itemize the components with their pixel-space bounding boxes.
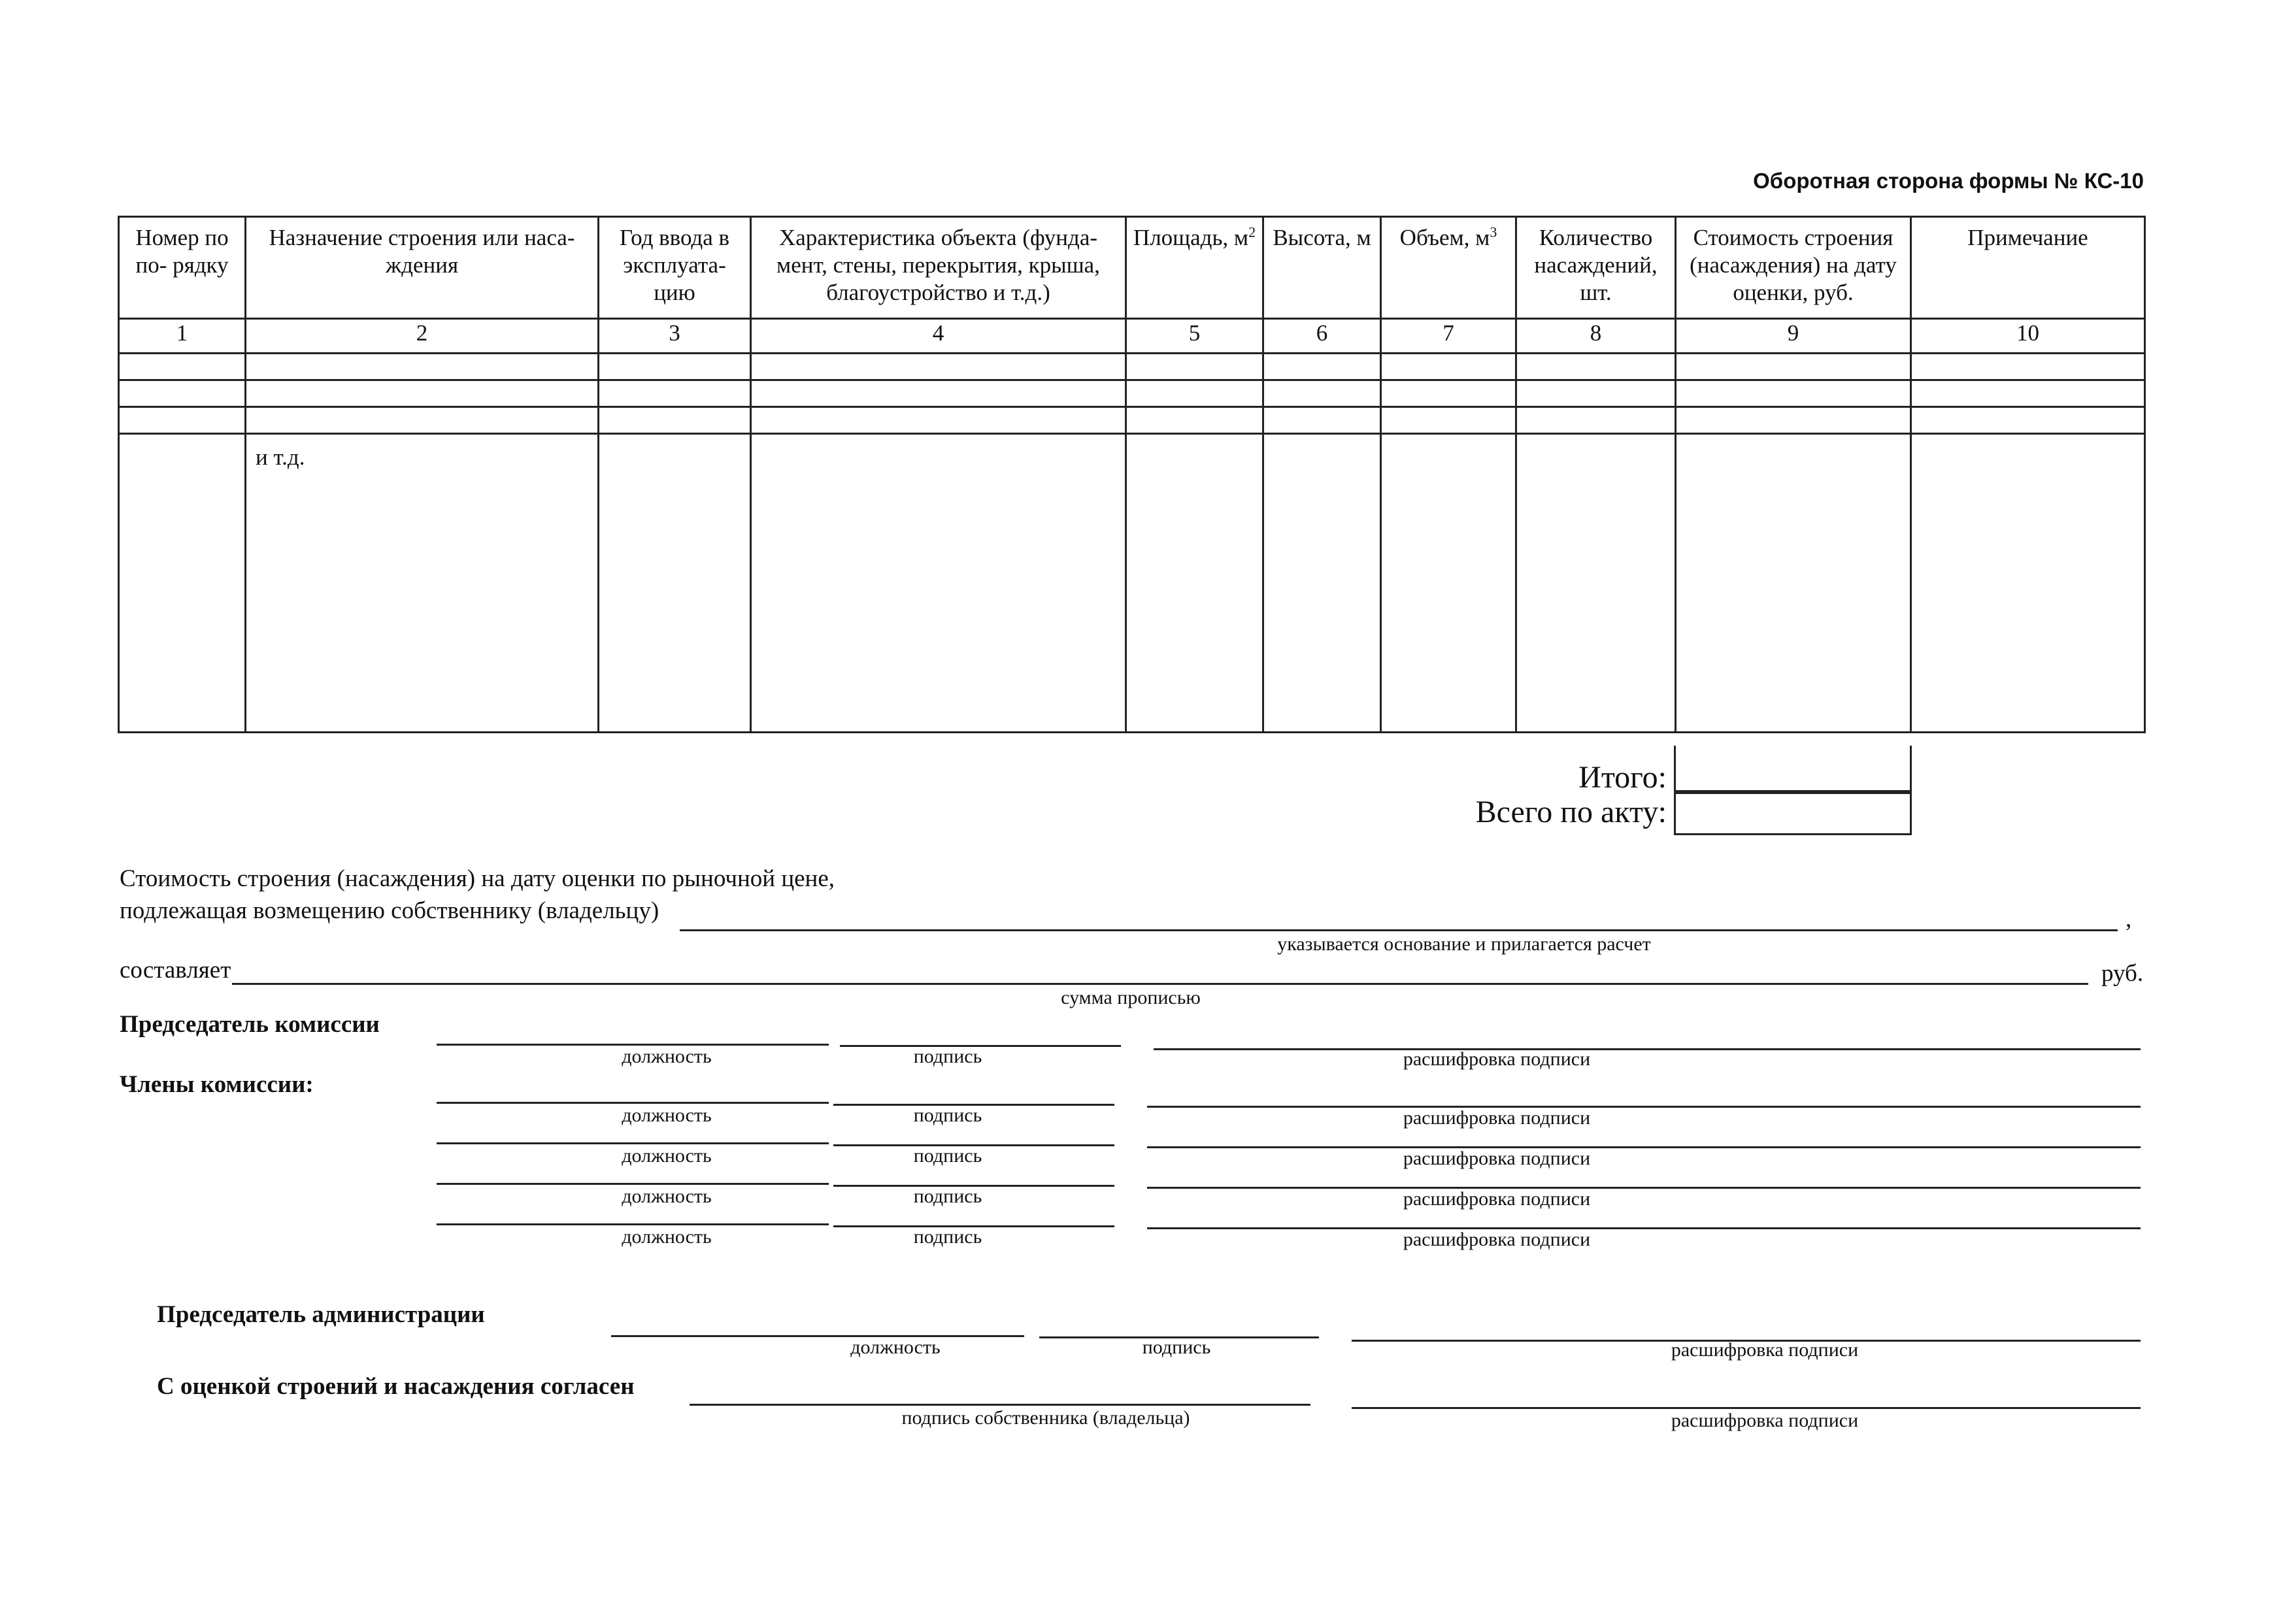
- signature-caption: подпись: [913, 1046, 982, 1067]
- amount-label: составляет: [120, 957, 231, 984]
- table-row: [119, 380, 2145, 407]
- position-caption: должность: [850, 1336, 941, 1358]
- decoding-caption: расшифровка подписи: [1671, 1339, 1859, 1361]
- table-cell[interactable]: [1911, 407, 2145, 434]
- member-position-field[interactable]: [437, 1223, 829, 1225]
- cost-line-1: Стоимость строения (насаждения) на дату оценки по рыночной цене,: [120, 865, 835, 892]
- column-number: 1: [119, 319, 246, 354]
- decoding-caption: расшифровка подписи: [1403, 1148, 1591, 1169]
- owner-signature-caption: подпись собственника (владельца): [901, 1407, 1190, 1429]
- basis-field[interactable]: [680, 929, 2118, 931]
- signature-caption: подпись: [913, 1145, 982, 1167]
- table-cell[interactable]: [1381, 407, 1516, 434]
- header-area: [1126, 217, 1263, 319]
- table-cell[interactable]: [599, 354, 751, 380]
- member-position-field[interactable]: [437, 1102, 829, 1104]
- header-volume-text: Объем, м: [1399, 225, 1490, 250]
- column-number: 10: [1911, 319, 2145, 354]
- table-cell[interactable]: [246, 380, 599, 407]
- table-cell[interactable]: [1676, 407, 1911, 434]
- table-row: [119, 354, 2145, 380]
- table-cell[interactable]: [599, 380, 751, 407]
- table-cell[interactable]: [1516, 407, 1676, 434]
- etc-cell[interactable]: и т.д.: [246, 434, 599, 733]
- table-cell[interactable]: [1381, 434, 1516, 733]
- table-cell[interactable]: [1381, 380, 1516, 407]
- decoding-caption: расшифровка подписи: [1403, 1107, 1591, 1129]
- table-cell[interactable]: [1381, 354, 1516, 380]
- owner-decoding-field[interactable]: [1352, 1407, 2141, 1409]
- table-cell[interactable]: [119, 407, 246, 434]
- column-number: 3: [599, 319, 751, 354]
- table-cell[interactable]: [599, 434, 751, 733]
- table-cell[interactable]: [246, 354, 599, 380]
- chairman-label: Председатель комиссии: [120, 1011, 380, 1038]
- table-cell[interactable]: [119, 434, 246, 733]
- basis-caption: указывается основание и прилагается расчет: [1277, 933, 1651, 955]
- position-caption: должность: [622, 1145, 712, 1167]
- table-cell[interactable]: [1126, 434, 1263, 733]
- table-cell[interactable]: [751, 434, 1126, 733]
- valuation-table: [118, 216, 2146, 733]
- table-cell[interactable]: [1516, 434, 1676, 733]
- header-volume-sup: 3: [1490, 224, 1497, 240]
- table-cell[interactable]: [1676, 380, 1911, 407]
- signature-caption: подпись: [913, 1185, 982, 1207]
- header-number: Номер по по- рядку: [119, 217, 246, 319]
- table-cell[interactable]: [1516, 354, 1676, 380]
- header-height: Высота, м: [1263, 217, 1381, 319]
- table-row: [119, 407, 2145, 434]
- header-area-text: Площадь, м: [1133, 225, 1249, 250]
- table-cell[interactable]: [1676, 354, 1911, 380]
- position-caption: должность: [622, 1226, 712, 1248]
- amount-field[interactable]: [232, 983, 2088, 985]
- header-cost: Стоимость строения (насаждения) на дату оценки, руб.: [1676, 217, 1911, 319]
- table-cell[interactable]: [246, 407, 599, 434]
- header-characteristics: Характеристика объекта (фунда- мент, стены, перекрытия, крыша, благоустройство и т.д.): [751, 217, 1126, 319]
- vsego-label: Всего по акту:: [1475, 795, 1667, 829]
- table-cell[interactable]: [1911, 434, 2145, 733]
- table-cell[interactable]: [751, 380, 1126, 407]
- amount-caption: сумма прописью: [1061, 987, 1201, 1008]
- table-cell[interactable]: [1263, 407, 1381, 434]
- admin-label: Председатель администрации: [157, 1301, 485, 1328]
- comma: ,: [2126, 906, 2132, 933]
- header-purpose: Назначение строения или наса- ждения: [246, 217, 599, 319]
- itogo-box[interactable]: [1674, 746, 1912, 792]
- signature-caption: подпись: [1142, 1336, 1211, 1358]
- column-number-row: [119, 319, 2145, 354]
- table-cell[interactable]: [1516, 380, 1676, 407]
- member-position-field[interactable]: [437, 1142, 829, 1144]
- signature-caption: подпись: [913, 1226, 982, 1248]
- header-plant-count: Количество насаждений, шт.: [1516, 217, 1676, 319]
- table-cell[interactable]: [1126, 354, 1263, 380]
- table-row: [119, 434, 2145, 733]
- table-cell[interactable]: [751, 354, 1126, 380]
- agree-label: С оценкой строений и насаждения согласен: [157, 1373, 635, 1400]
- table-cell[interactable]: [751, 407, 1126, 434]
- table-cell[interactable]: [1263, 354, 1381, 380]
- form-title: Оборотная сторона формы № КС-10: [1753, 169, 2144, 193]
- table-cell[interactable]: [1126, 407, 1263, 434]
- header-volume: [1381, 217, 1516, 319]
- cost-line-2: подлежащая возмещению собственнику (владельцу): [120, 897, 659, 924]
- decoding-caption: расшифровка подписи: [1671, 1410, 1859, 1431]
- header-year: Год ввода в эксплуата- цию: [599, 217, 751, 319]
- table-cell[interactable]: [1676, 434, 1911, 733]
- signature-caption: подпись: [913, 1104, 982, 1126]
- table-cell[interactable]: [119, 380, 246, 407]
- decoding-caption: расшифровка подписи: [1403, 1229, 1591, 1250]
- members-label: Члены комиссии:: [120, 1071, 314, 1098]
- table-cell[interactable]: [599, 407, 751, 434]
- table-cell[interactable]: [1126, 380, 1263, 407]
- table-cell[interactable]: [1911, 380, 2145, 407]
- position-caption: должность: [622, 1046, 712, 1067]
- column-number: 6: [1263, 319, 1381, 354]
- member-position-field[interactable]: [437, 1183, 829, 1185]
- rub-label: руб.: [2101, 960, 2144, 987]
- position-caption: должность: [622, 1104, 712, 1126]
- owner-signature-field[interactable]: [690, 1404, 1310, 1406]
- table-cell[interactable]: [119, 354, 246, 380]
- table-cell[interactable]: [1263, 380, 1381, 407]
- vsego-box[interactable]: [1674, 792, 1912, 835]
- table-cell[interactable]: [1911, 354, 2145, 380]
- header-area-sup: 2: [1248, 224, 1256, 240]
- column-number: 8: [1516, 319, 1676, 354]
- column-number: 2: [246, 319, 599, 354]
- decoding-caption: расшифровка подписи: [1403, 1188, 1591, 1210]
- column-number: 4: [751, 319, 1126, 354]
- decoding-caption: расшифровка подписи: [1403, 1048, 1591, 1070]
- position-caption: должность: [622, 1185, 712, 1207]
- column-number: 7: [1381, 319, 1516, 354]
- header-note: Примечание: [1911, 217, 2145, 319]
- column-number: 9: [1676, 319, 1911, 354]
- table-cell[interactable]: [1263, 434, 1381, 733]
- header-row: [119, 217, 2145, 319]
- column-number: 5: [1126, 319, 1263, 354]
- itogo-label: Итого:: [1578, 760, 1667, 795]
